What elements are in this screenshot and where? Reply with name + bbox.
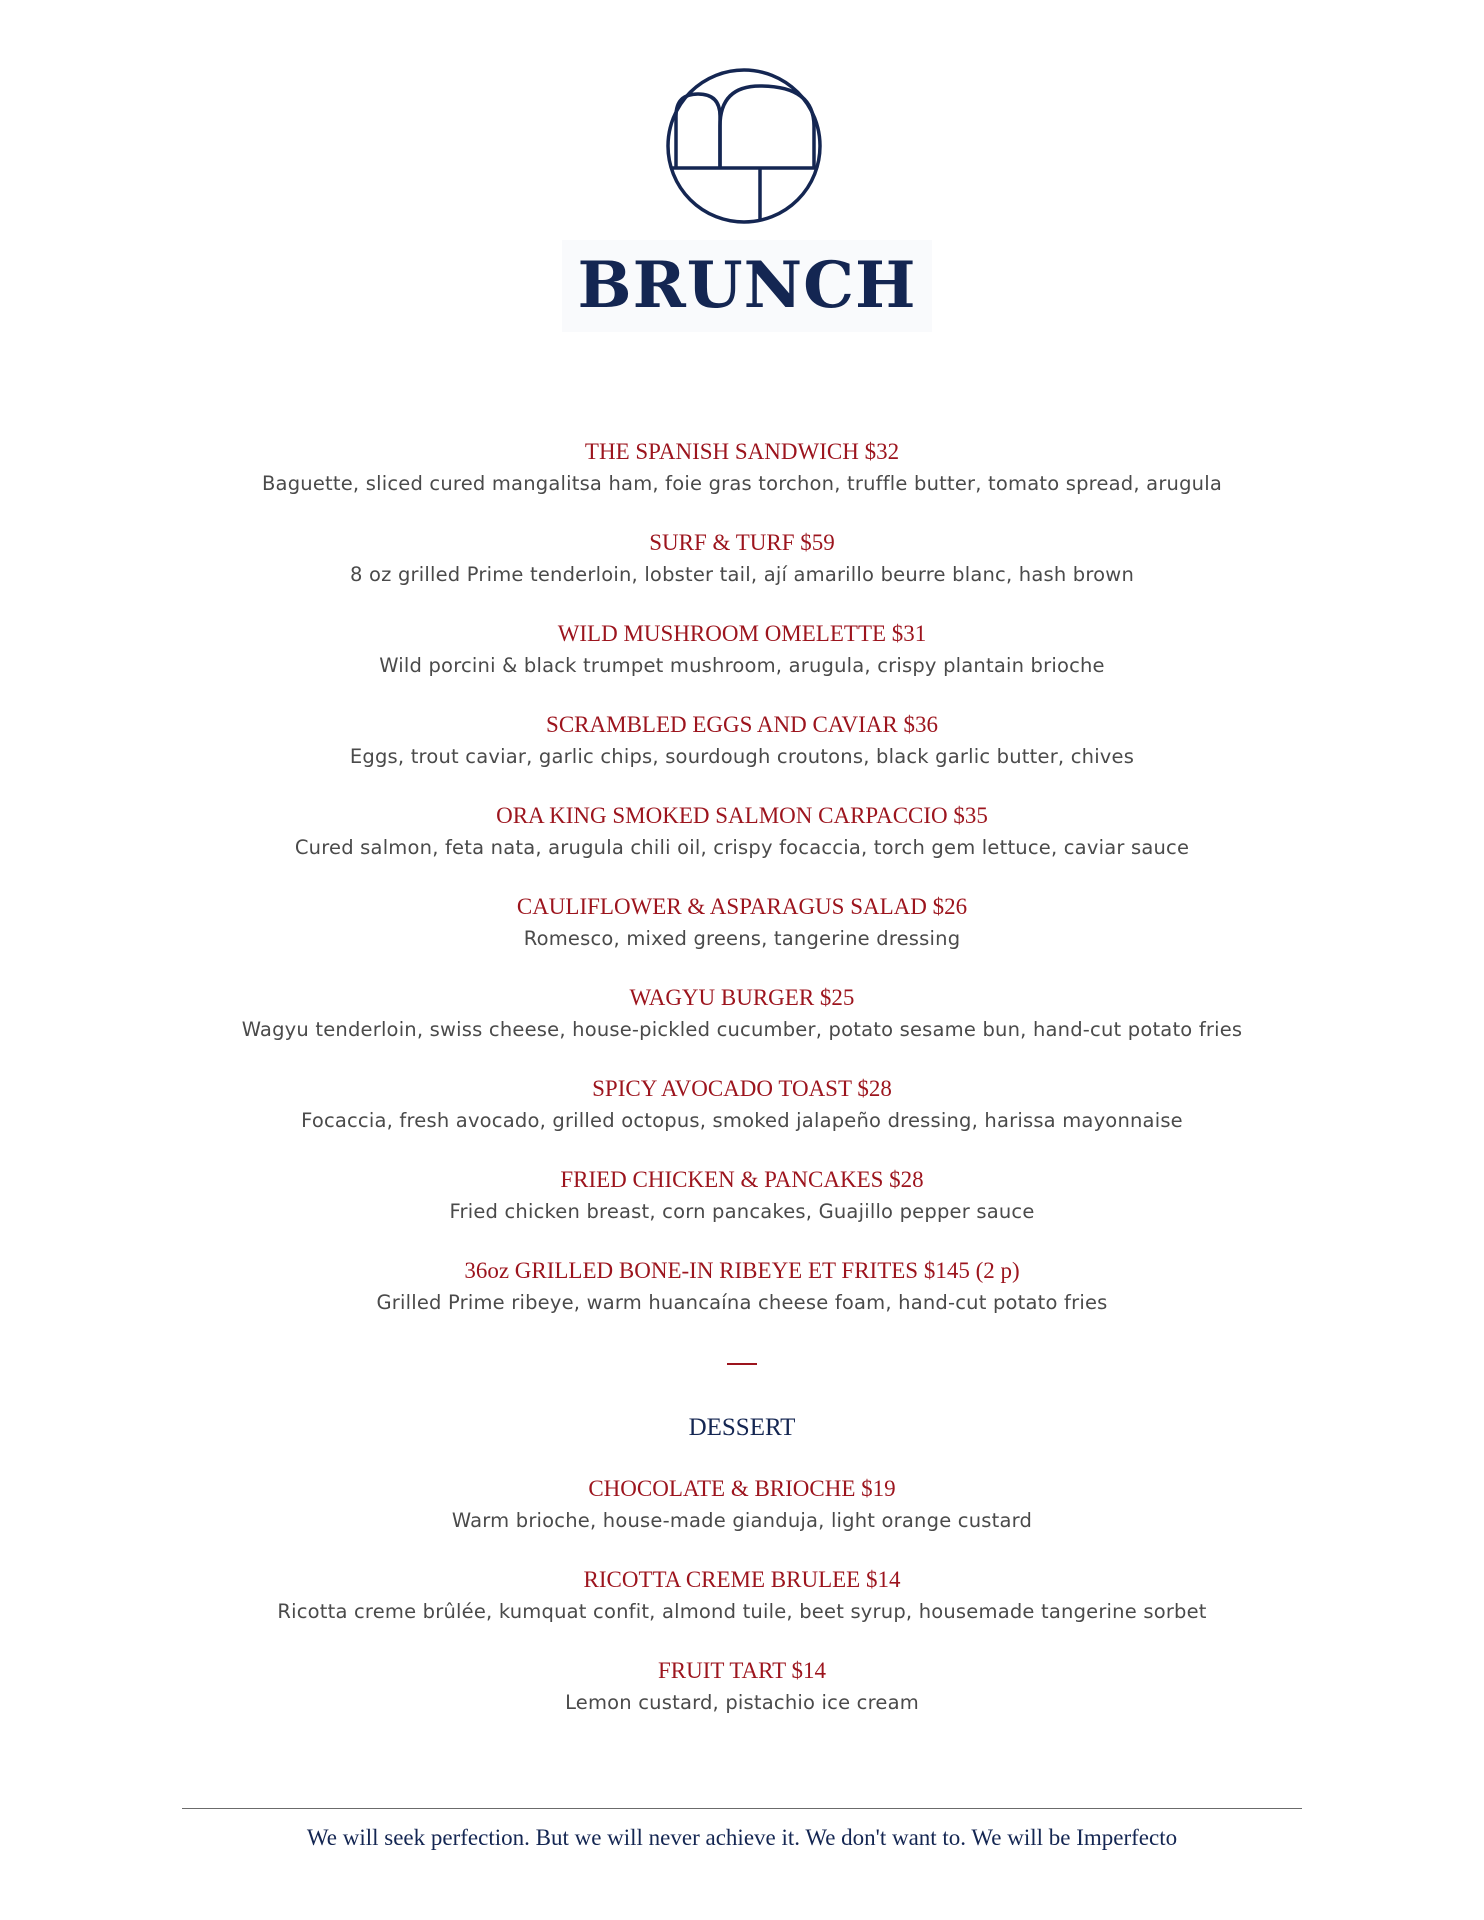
menu-item (0, 1655, 1484, 1719)
menu-item (0, 709, 1484, 800)
footer-rule (182, 1808, 1302, 1809)
menu-item (0, 891, 1484, 982)
menu-item (0, 982, 1484, 1073)
menu-item (0, 1164, 1484, 1255)
item-description: Wild porcini & black trumpet mushroom, arugula, crispy plantain brioche (379, 654, 1105, 677)
item-description: Grilled Prime ribeye, warm huancaína cheese foam, hand-cut potato fries (376, 1291, 1108, 1314)
section-divider (727, 1363, 757, 1365)
item-name: THE SPANISH SANDWICH $32 (584, 439, 900, 464)
page-title: BRUNCH (577, 248, 917, 323)
menu-item (0, 1073, 1484, 1164)
item-description: 8 oz grilled Prime tenderloin, lobster tail, ají amarillo beurre blanc, hash brown (349, 563, 1135, 586)
item-description: Lemon custard, pistachio ice cream (565, 1691, 919, 1714)
menu-item (0, 527, 1484, 618)
footer-tagline: We will seek perfection. But we will never achieve it. We don't want to. We will be Imperfecto (306, 1825, 1178, 1850)
item-name: FRIED CHICKEN & PANCAKES $28 (560, 1167, 924, 1192)
menu-item (0, 1473, 1484, 1564)
item-description: Baguette, sliced cured mangalitsa ham, foie gras torchon, truffle butter, tomato spread, arugula (261, 472, 1223, 495)
menu-item (0, 800, 1484, 891)
section-title-dessert: DESSERT (688, 1414, 796, 1441)
title-plate (562, 240, 932, 332)
item-name: SPICY AVOCADO TOAST $28 (592, 1076, 892, 1101)
item-name: SCRAMBLED EGGS AND CAVIAR $36 (546, 712, 938, 737)
item-name: RICOTTA CREME BRULEE $14 (583, 1567, 901, 1592)
item-name: CHOCOLATE & BRIOCHE $19 (588, 1476, 896, 1501)
menu-item (0, 1564, 1484, 1655)
menu-item (0, 436, 1484, 527)
item-description: Cured salmon, feta nata, arugula chili oil, crispy focaccia, torch gem lettuce, caviar sauce (294, 836, 1190, 859)
item-name: WAGYU BURGER $25 (629, 985, 855, 1010)
item-name: WILD MUSHROOM OMELETTE $31 (557, 621, 927, 646)
item-description: Wagyu tenderloin, swiss cheese, house-pickled cucumber, potato sesame bun, hand-cut potato fries (241, 1018, 1243, 1041)
arch-circle-logo-icon (664, 66, 824, 226)
item-description: Focaccia, fresh avocado, grilled octopus, smoked jalapeño dressing, harissa mayonnaise (301, 1109, 1183, 1132)
item-name: SURF & TURF $59 (649, 530, 835, 555)
item-name: CAULIFLOWER & ASPARAGUS SALAD $26 (516, 894, 968, 919)
item-description: Fried chicken breast, corn pancakes, Guajillo pepper sauce (449, 1200, 1035, 1223)
item-description: Eggs, trout caviar, garlic chips, sourdough croutons, black garlic butter, chives (349, 745, 1135, 768)
menu-item (0, 618, 1484, 709)
item-description: Ricotta creme brûlée, kumquat confit, almond tuile, beet syrup, housemade tangerine sorbet (277, 1600, 1207, 1623)
item-name: 36oz GRILLED BONE-IN RIBEYE ET FRITES $145 (2 p) (464, 1258, 1020, 1283)
menu-list (0, 436, 1484, 1719)
menu-item (0, 1255, 1484, 1319)
item-description: Warm brioche, house-made gianduja, light orange custard (451, 1509, 1033, 1532)
item-name: ORA KING SMOKED SALMON CARPACCIO $35 (496, 803, 988, 828)
item-name: FRUIT TART $14 (657, 1658, 827, 1683)
item-description: Romesco, mixed greens, tangerine dressing (523, 927, 961, 950)
